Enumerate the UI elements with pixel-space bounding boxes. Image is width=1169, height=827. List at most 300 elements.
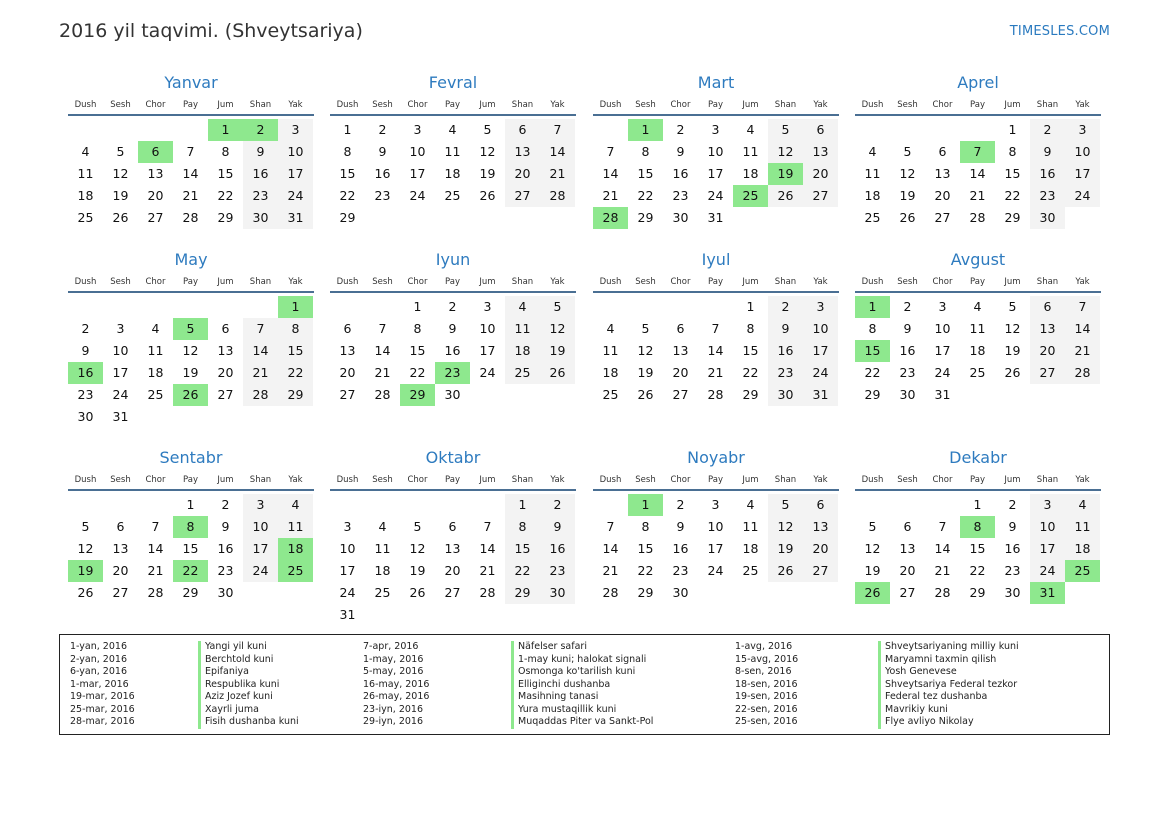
empty-cell	[103, 119, 138, 141]
day-cell: 20	[803, 538, 838, 560]
week-row	[68, 384, 314, 406]
week-row	[330, 516, 576, 538]
day-cell: 10	[278, 141, 313, 163]
day-cell: 30	[77, 409, 94, 424]
day-cell: 13	[217, 343, 234, 358]
day-cell: 14	[1065, 318, 1100, 340]
day-cell: 17	[112, 365, 129, 380]
day-cell: 19	[182, 365, 199, 380]
day-cell: 12	[479, 144, 496, 159]
day-cell: 9	[540, 516, 575, 538]
day-cell: 15	[217, 166, 234, 181]
day-cell: 29	[217, 210, 234, 225]
day-cell: 8	[746, 321, 755, 336]
week-row	[68, 406, 314, 428]
month-2	[593, 72, 839, 229]
holiday-date: 15-avg, 2016	[735, 653, 799, 665]
month-name: Iyul	[701, 250, 731, 269]
weekday-label: Chor	[407, 475, 428, 485]
holiday-date: 1-may, 2016	[363, 653, 424, 665]
day-cell: 18	[278, 538, 313, 560]
day-cell: 25	[444, 188, 461, 203]
day-cell: 8	[278, 318, 313, 340]
day-cell: 3	[413, 122, 422, 137]
weekday-label: Shan	[249, 100, 272, 110]
weekday-label: Dush	[861, 475, 884, 485]
day-cell: 12	[112, 166, 129, 181]
day-cell: 23	[899, 365, 916, 380]
weekday-label: Yak	[288, 277, 303, 287]
day-cell: 10	[112, 343, 129, 358]
day-cell: 10	[707, 144, 724, 159]
week-row	[330, 384, 576, 406]
week-row	[330, 340, 576, 362]
week-row	[330, 296, 576, 318]
week-row	[855, 494, 1101, 516]
weekday-label: Dush	[336, 277, 359, 287]
day-cell: 14	[243, 340, 278, 362]
day-cell: 19	[112, 188, 129, 203]
day-cell: 14	[602, 166, 619, 181]
empty-cell	[1030, 384, 1065, 406]
day-cell: 17	[707, 541, 724, 556]
weekday-label: Sesh	[635, 475, 656, 485]
holiday-date: 16-may, 2016	[363, 678, 430, 690]
day-cell: 11	[147, 343, 164, 358]
empty-cell	[1065, 582, 1100, 604]
week-row	[855, 296, 1101, 318]
day-cell: 21	[243, 362, 278, 384]
empty-cell	[243, 296, 278, 318]
week-row	[330, 163, 576, 185]
week-row	[593, 119, 839, 141]
day-cell: 14	[182, 166, 199, 181]
empty-cell	[435, 207, 470, 229]
holiday-date: 25-mar, 2016	[70, 703, 135, 715]
week-row	[593, 384, 839, 406]
empty-cell	[768, 207, 803, 229]
week-row	[68, 163, 314, 185]
day-cell: 1	[278, 296, 313, 318]
weekday-label: Sesh	[372, 475, 393, 485]
week-row	[330, 582, 576, 604]
day-cell: 2	[676, 122, 685, 137]
weekday-label: Sesh	[372, 100, 393, 110]
day-cell: 9	[81, 343, 90, 358]
weekday-header	[68, 277, 314, 293]
empty-cell	[435, 604, 470, 626]
day-cell: 12	[182, 343, 199, 358]
day-cell: 1	[413, 299, 422, 314]
day-cell: 9	[243, 141, 278, 163]
holiday-date: 1-avg, 2016	[735, 641, 793, 652]
empty-cell	[540, 384, 575, 406]
day-cell: 24	[278, 185, 313, 207]
holiday-name: Yosh Genevese	[885, 666, 957, 677]
day-cell: 5	[768, 494, 803, 516]
weekday-label: Dush	[861, 100, 884, 110]
day-cell: 1	[628, 494, 663, 516]
day-cell: 12	[540, 318, 575, 340]
month-7	[855, 249, 1101, 406]
day-cell: 15	[637, 166, 654, 181]
day-cell: 26	[77, 585, 94, 600]
weekday-header	[855, 277, 1101, 293]
day-cell: 17	[278, 163, 313, 185]
day-cell: 13	[444, 541, 461, 556]
weekday-header	[855, 100, 1101, 116]
week-row	[855, 119, 1101, 141]
empty-cell	[400, 207, 435, 229]
day-cell: 14	[374, 343, 391, 358]
day-cell: 12	[768, 516, 803, 538]
empty-cell	[138, 406, 173, 428]
day-cell: 19	[409, 563, 426, 578]
day-cell: 8	[505, 516, 540, 538]
day-cell: 26	[768, 560, 803, 582]
day-cell: 21	[182, 188, 199, 203]
day-cell: 11	[602, 343, 619, 358]
day-cell: 28	[1065, 362, 1100, 384]
empty-cell	[593, 494, 628, 516]
day-cell: 13	[672, 343, 689, 358]
day-cell: 3	[278, 119, 313, 141]
day-cell: 12	[899, 166, 916, 181]
day-cell: 17	[1030, 538, 1065, 560]
month-name: Yanvar	[164, 73, 218, 92]
weekday-label: Chor	[932, 475, 953, 485]
week-row	[330, 362, 576, 384]
day-cell: 23	[374, 188, 391, 203]
weekday-label: Yak	[813, 277, 828, 287]
weekday-header	[593, 475, 839, 491]
holiday-list	[59, 634, 1110, 735]
day-cell: 12	[637, 343, 654, 358]
weekday-label: Pay	[183, 277, 198, 287]
weekday-label: Shan	[774, 277, 797, 287]
day-cell: 17	[243, 538, 278, 560]
day-cell: 17	[479, 343, 496, 358]
week-row	[593, 560, 839, 582]
day-cell: 26	[768, 185, 803, 207]
day-cell: 16	[217, 541, 234, 556]
empty-cell	[855, 119, 890, 141]
day-cell: 20	[112, 563, 129, 578]
day-cell: 21	[602, 188, 619, 203]
holiday-name: Shveytsariya Federal tezkor	[885, 678, 1018, 690]
day-cell: 7	[1065, 296, 1100, 318]
holiday-dates-col-3	[735, 641, 798, 729]
weekday-label: Jum	[742, 475, 759, 485]
day-cell: 31	[707, 210, 724, 225]
weekday-label: Chor	[145, 100, 166, 110]
day-cell: 3	[711, 122, 720, 137]
day-cell: 15	[182, 541, 199, 556]
day-cell: 16	[672, 166, 689, 181]
empty-cell	[768, 582, 803, 604]
day-cell: 21	[602, 563, 619, 578]
day-cell: 10	[339, 541, 356, 556]
weekday-label: Sesh	[897, 475, 918, 485]
day-cell: 26	[855, 582, 890, 604]
day-cell: 16	[444, 343, 461, 358]
weekday-label: Yak	[550, 100, 565, 110]
empty-cell	[278, 582, 313, 604]
week-row	[68, 296, 314, 318]
day-cell: 7	[606, 519, 615, 534]
weekday-header	[330, 277, 576, 293]
day-cell: 3	[803, 296, 838, 318]
day-cell: 11	[77, 166, 94, 181]
day-cell: 5	[868, 519, 877, 534]
weekday-label: Yak	[1075, 475, 1090, 485]
day-cell: 23	[768, 362, 803, 384]
empty-cell	[68, 119, 103, 141]
weekday-label: Pay	[708, 100, 723, 110]
day-cell: 1	[628, 119, 663, 141]
day-cell: 1	[1008, 122, 1017, 137]
day-cell: 13	[803, 141, 838, 163]
day-cell: 29	[1004, 210, 1021, 225]
day-cell: 4	[973, 299, 982, 314]
month-4	[68, 249, 314, 428]
day-cell: 8	[868, 321, 877, 336]
day-cell: 27	[803, 185, 838, 207]
day-cell: 1	[973, 497, 982, 512]
day-cell: 11	[864, 166, 881, 181]
day-cell: 8	[413, 321, 422, 336]
weekday-label: Pay	[445, 277, 460, 287]
weekday-label: Pay	[970, 100, 985, 110]
day-cell: 29	[742, 387, 759, 402]
day-cell: 28	[707, 387, 724, 402]
empty-cell	[890, 119, 925, 141]
day-cell: 2	[1008, 497, 1017, 512]
week-row	[68, 494, 314, 516]
day-cell: 27	[899, 585, 916, 600]
day-cell: 16	[374, 166, 391, 181]
day-cell: 9	[448, 321, 457, 336]
day-cell: 8	[1008, 144, 1017, 159]
day-cell: 27	[444, 585, 461, 600]
day-cell: 18	[505, 340, 540, 362]
empty-cell	[733, 207, 768, 229]
day-cell: 13	[112, 541, 129, 556]
empty-cell	[470, 384, 505, 406]
day-cell: 19	[899, 188, 916, 203]
day-cell: 30	[672, 585, 689, 600]
day-cell: 15	[505, 538, 540, 560]
day-cell: 16	[768, 340, 803, 362]
day-cell: 28	[374, 387, 391, 402]
weekday-label: Yak	[550, 475, 565, 485]
holiday-name: Elliginchi dushanba	[518, 678, 611, 690]
empty-cell	[698, 296, 733, 318]
empty-cell	[470, 604, 505, 626]
holiday-dates-col-2	[363, 641, 429, 729]
day-cell: 27	[505, 185, 540, 207]
holiday-name: Fisih dushanba kuni	[205, 716, 299, 727]
day-cell: 28	[934, 585, 951, 600]
day-cell: 12	[864, 541, 881, 556]
day-cell: 31	[339, 607, 356, 622]
weekday-label: Sesh	[897, 100, 918, 110]
site-link[interactable]: TIMESLES.COM	[1009, 24, 1110, 39]
day-cell: 11	[374, 541, 391, 556]
day-cell: 24	[934, 365, 951, 380]
weekday-label: Pay	[183, 100, 198, 110]
weekday-label: Yak	[813, 100, 828, 110]
weekday-label: Sesh	[372, 277, 393, 287]
day-cell: 20	[1030, 340, 1065, 362]
day-cell: 27	[339, 387, 356, 402]
holiday-date: 6-yan, 2016	[70, 666, 127, 677]
day-cell: 28	[243, 384, 278, 406]
week-row	[855, 207, 1101, 229]
day-cell: 20	[803, 163, 838, 185]
day-cell: 21	[969, 188, 986, 203]
holiday-name: Xayrli juma	[205, 703, 259, 715]
day-cell: 23	[435, 362, 470, 384]
weekday-label: Shan	[511, 475, 534, 485]
day-cell: 10	[803, 318, 838, 340]
day-cell: 19	[68, 560, 103, 582]
day-cell: 1	[746, 299, 755, 314]
day-cell: 15	[339, 166, 356, 181]
empty-cell	[803, 582, 838, 604]
day-cell: 6	[803, 494, 838, 516]
day-cell: 24	[1065, 185, 1100, 207]
day-cell: 24	[339, 585, 356, 600]
day-cell: 9	[676, 144, 685, 159]
day-cell: 8	[173, 516, 208, 538]
weekday-label: Sesh	[110, 100, 131, 110]
empty-cell	[995, 384, 1030, 406]
day-cell: 27	[803, 560, 838, 582]
weekday-header	[593, 100, 839, 116]
week-row	[330, 141, 576, 163]
weekday-label: Chor	[670, 100, 691, 110]
day-cell: 21	[479, 563, 496, 578]
day-cell: 19	[637, 365, 654, 380]
day-cell: 28	[540, 185, 575, 207]
day-cell: 4	[1065, 494, 1100, 516]
day-cell: 14	[602, 541, 619, 556]
day-cell: 26	[173, 384, 208, 406]
day-cell: 10	[1065, 141, 1100, 163]
weekday-header	[855, 475, 1101, 491]
month-11	[855, 447, 1101, 604]
day-cell: 30	[672, 210, 689, 225]
day-cell: 23	[540, 560, 575, 582]
empty-cell	[173, 406, 208, 428]
day-cell: 13	[147, 166, 164, 181]
day-cell: 29	[339, 210, 356, 225]
empty-cell	[593, 296, 628, 318]
weekday-label: Shan	[249, 475, 272, 485]
day-cell: 23	[1004, 563, 1021, 578]
day-cell: 24	[112, 387, 129, 402]
day-cell: 4	[606, 321, 615, 336]
weekday-label: Shan	[774, 475, 797, 485]
week-row	[330, 494, 576, 516]
day-cell: 23	[217, 563, 234, 578]
day-cell: 3	[1030, 494, 1065, 516]
day-cell: 7	[186, 144, 195, 159]
day-cell: 22	[742, 365, 759, 380]
day-cell: 5	[1008, 299, 1017, 314]
day-cell: 29	[182, 585, 199, 600]
day-cell: 21	[934, 563, 951, 578]
holiday-date: 5-may, 2016	[363, 666, 424, 677]
month-name: Avgust	[950, 250, 1006, 269]
week-row	[330, 207, 576, 229]
holiday-name: Flye avliyo Nikolay	[885, 716, 974, 727]
day-cell: 3	[1065, 119, 1100, 141]
week-row	[330, 318, 576, 340]
day-cell: 2	[1030, 119, 1065, 141]
day-cell: 30	[243, 207, 278, 229]
day-cell: 25	[864, 210, 881, 225]
day-cell: 9	[903, 321, 912, 336]
day-cell: 18	[1065, 538, 1100, 560]
weekday-label: Dush	[861, 277, 884, 287]
day-cell: 7	[151, 519, 160, 534]
week-row	[593, 538, 839, 560]
weekday-label: Pay	[445, 100, 460, 110]
day-cell: 22	[278, 362, 313, 384]
weekday-label: Jum	[742, 100, 759, 110]
weekday-label: Sesh	[110, 475, 131, 485]
empty-cell	[855, 494, 890, 516]
empty-cell	[103, 494, 138, 516]
empty-cell	[890, 494, 925, 516]
day-cell: 16	[899, 343, 916, 358]
weekday-label: Yak	[288, 475, 303, 485]
day-cell: 5	[641, 321, 650, 336]
day-cell: 19	[768, 538, 803, 560]
day-cell: 25	[1065, 560, 1100, 582]
day-cell: 22	[969, 563, 986, 578]
day-cell: 16	[243, 163, 278, 185]
day-cell: 12	[77, 541, 94, 556]
day-cell: 20	[217, 365, 234, 380]
weekday-label: Pay	[970, 475, 985, 485]
empty-cell	[733, 582, 768, 604]
day-cell: 20	[505, 163, 540, 185]
day-cell: 4	[746, 497, 755, 512]
weekday-label: Sesh	[897, 277, 918, 287]
day-cell: 13	[934, 166, 951, 181]
weekday-label: Pay	[970, 277, 985, 287]
weekday-label: Yak	[1075, 277, 1090, 287]
weekday-label: Pay	[708, 277, 723, 287]
week-row	[593, 141, 839, 163]
day-cell: 19	[540, 340, 575, 362]
day-cell: 11	[505, 318, 540, 340]
day-cell: 3	[711, 497, 720, 512]
day-cell: 5	[540, 296, 575, 318]
weekday-label: Dush	[336, 475, 359, 485]
day-cell: 5	[903, 144, 912, 159]
empty-cell	[960, 119, 995, 141]
day-cell: 13	[803, 516, 838, 538]
day-cell: 25	[733, 185, 768, 207]
empty-cell	[365, 207, 400, 229]
day-cell: 22	[1004, 188, 1021, 203]
day-cell: 22	[505, 560, 540, 582]
day-cell: 22	[637, 563, 654, 578]
